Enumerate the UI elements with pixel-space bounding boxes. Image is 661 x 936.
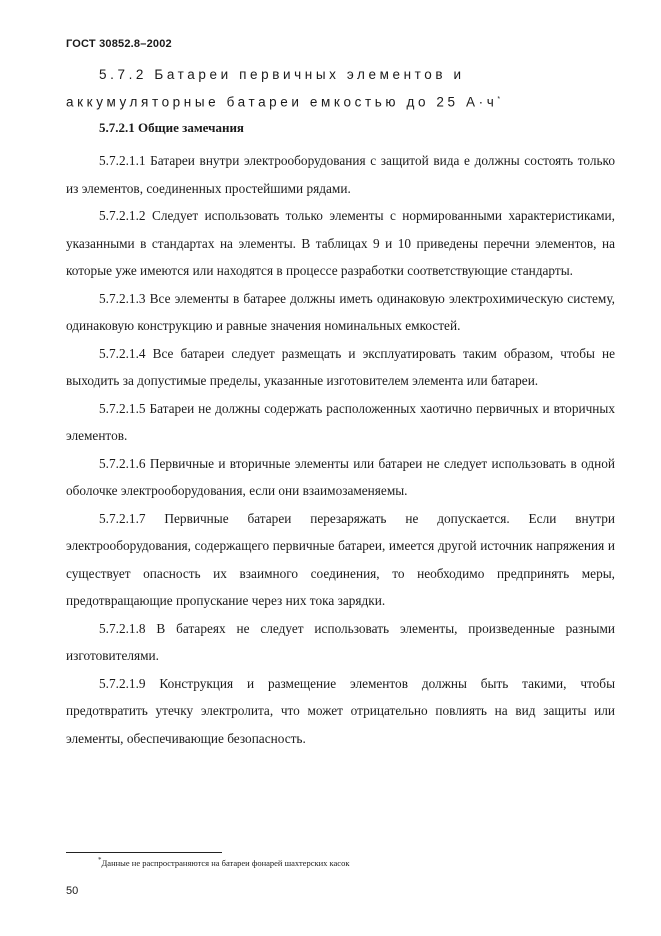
footnote-text: Данные не распространяются на батареи фонарей шахтерских касок: [101, 857, 350, 868]
paragraph-5-7-2-1-3: 5.7.2.1.3 Все элементы в батарее должны иметь одинаковую электрохимическую систему, одинаковую конструкцию и равные значения номинальных емкостей.: [66, 290, 615, 333]
footnote: [98, 856, 349, 868]
paragraph-5-7-2-1-5: 5.7.2.1.5 Батареи не должны содержать расположенных хаотично первичных и вторичных элементов.: [66, 400, 615, 443]
footnote-reference: *: [497, 96, 501, 103]
page-number: 50: [66, 885, 79, 897]
footnote-mark: *: [98, 856, 102, 864]
paragraph-5-7-2-1-4: 5.7.2.1.4 Все батареи следует размещать и эксплуатировать таким образом, чтобы не выходить за допустимые пределы, указанные изготовителем элемента или батареи.: [66, 345, 615, 388]
paragraph-5-7-2-1-9: 5.7.2.1.9 Конструкция и размещение элементов должны быть такими, чтобы предотвратить утечку электролита, что может отрицательно повлиять на вид защиты или элементы, обеспечивающие безопасность.: [66, 675, 615, 746]
section-heading: [66, 62, 615, 115]
paragraph-5-7-2-1-6: 5.7.2.1.6 Первичные и вторичные элементы или батареи не следует использовать в одной оболочке электрооборудования, если они взаимозаменяемы.: [66, 455, 615, 498]
subsection-title: 5.7.2.1 Общие замечания: [99, 120, 244, 135]
paragraph-5-7-2-1-8: 5.7.2.1.8 В батареях не следует использовать элементы, произведенные разными изготовителями.: [66, 620, 615, 663]
paragraph-5-7-2-1-2: 5.7.2.1.2 Следует использовать только элементы с нормированными характеристиками, указанными в стандартах на элементы. В таблицах 9 и 10 приведены перечни элементов, на которые уже имеются или находятся в процессе разработки соответствующие стандарты.: [66, 208, 615, 278]
standard-header: ГОСТ 30852.8–2002: [66, 38, 172, 50]
footnote-divider: [66, 852, 222, 853]
section-heading-text: 5.7.2 Батареи первичных элементов и аккумуляторные батареи емкостью до 25 А·ч: [66, 67, 498, 110]
body-text: [66, 147, 615, 752]
paragraph-5-7-2-1-7: 5.7.2.1.7 Первичные батареи перезаряжать не допускается. Если внутри электрооборудования, содержащего первичные батареи, имеется другой источник напряжения и существует опасность их взаимного соединения, то необходимо предпринять меры, предотвращающие пропускание через них тока зарядки.: [66, 510, 615, 608]
paragraph-5-7-2-1-1: 5.7.2.1.1 Батареи внутри электрооборудования с защитой вида e должны состоять только из элементов, соединенных простейшими рядами.: [66, 153, 615, 196]
